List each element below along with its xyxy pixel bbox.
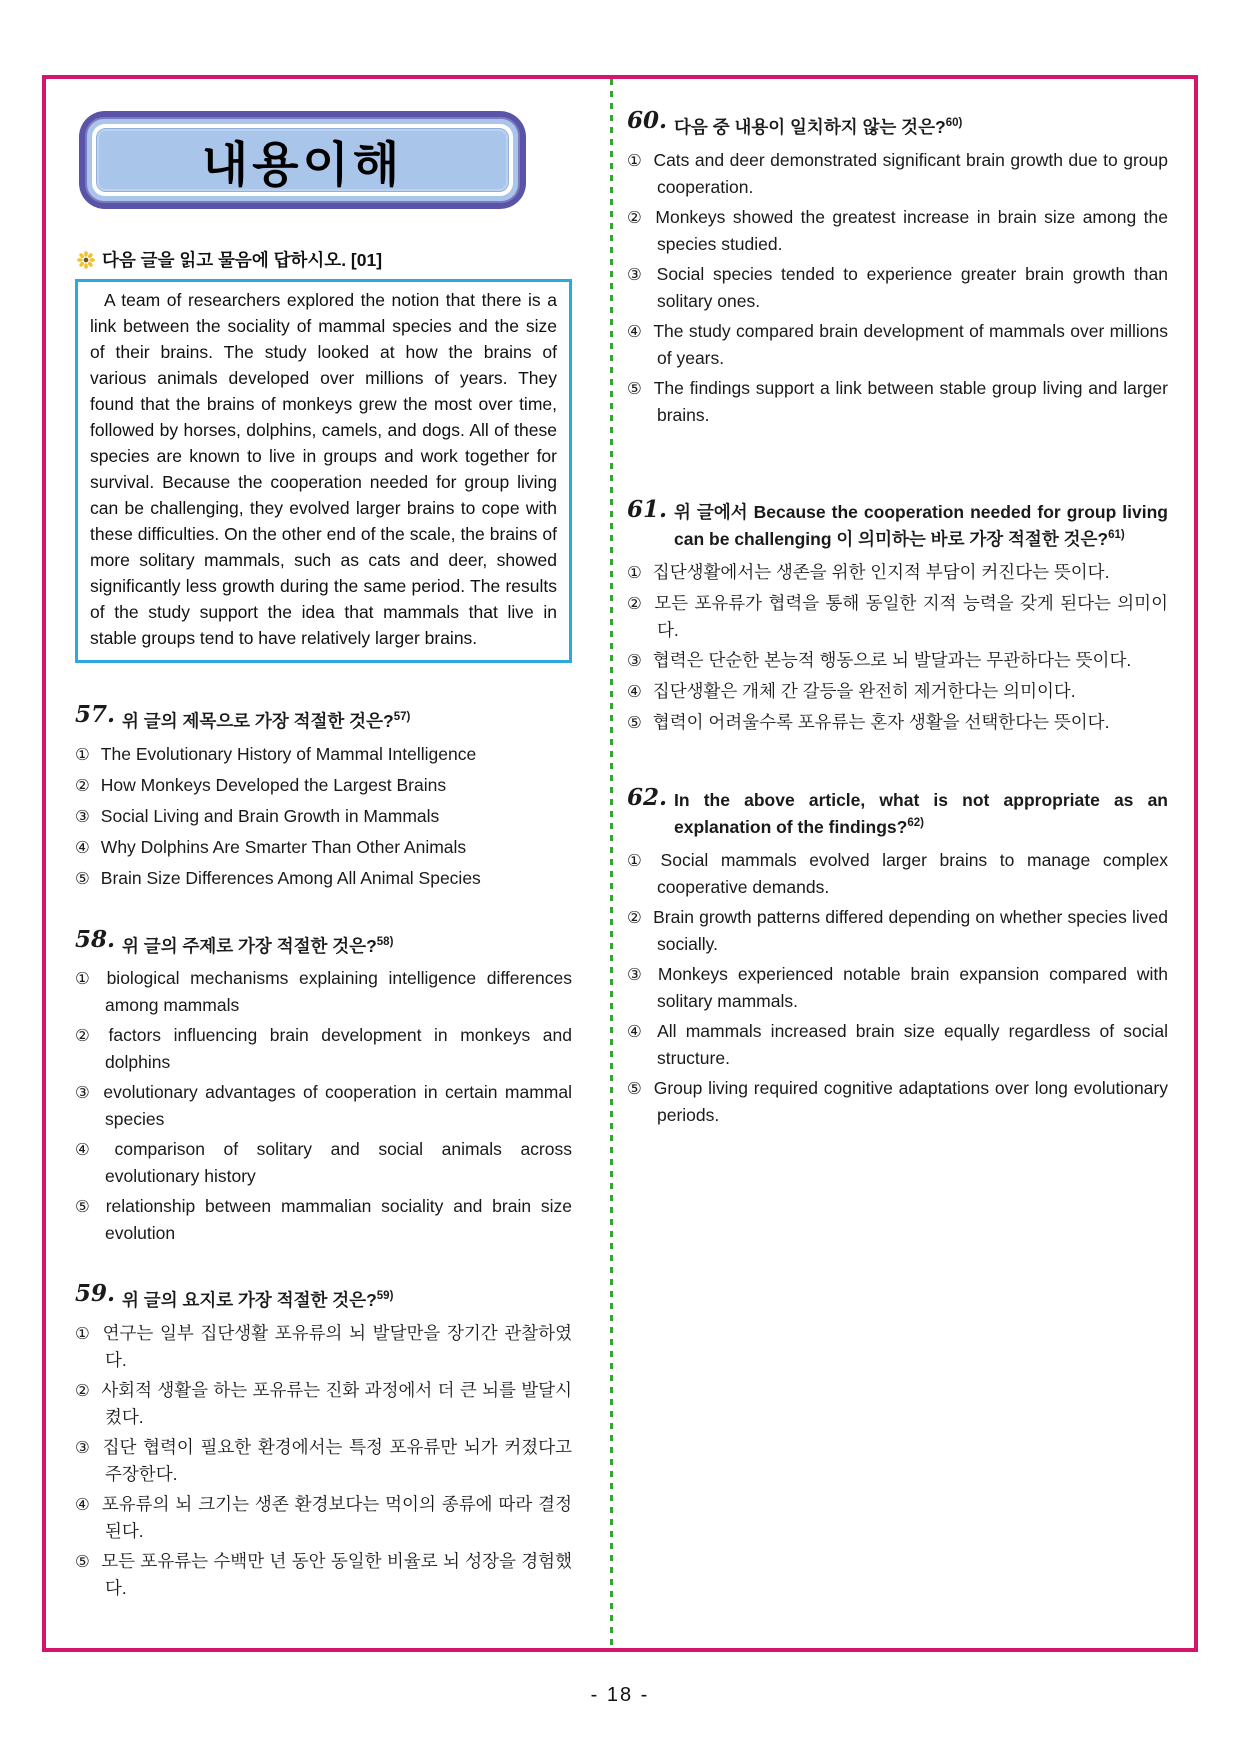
answer-option: [75, 965, 572, 1018]
question-stem-text: 위 글의 요지로 가장 적절한 것은?: [122, 1290, 377, 1310]
answer-option: [75, 1548, 572, 1601]
option-marker: ⑤: [75, 869, 90, 888]
section-title: 내용이해: [201, 138, 404, 192]
answer-option: [75, 741, 572, 768]
answer-option: [627, 961, 1168, 1014]
option-marker: ①: [75, 1324, 92, 1343]
question-stem: [674, 109, 1168, 140]
option-marker: ②: [627, 594, 644, 613]
answer-option: [75, 1320, 572, 1373]
answer-option: [75, 1491, 572, 1544]
footnote-ref: 60): [945, 117, 963, 129]
option-marker: ③: [627, 265, 646, 284]
answer-option: [627, 647, 1168, 674]
instruction-row: [77, 247, 572, 272]
footnote-ref: 59): [376, 1290, 394, 1302]
footnote-ref: 57): [393, 711, 411, 723]
option-text: 연구는 일부 집단생활 포유류의 뇌 발달만을 장기간 관찰하였다.: [102, 1322, 572, 1370]
question-number: 58.: [75, 925, 116, 953]
option-text: factors influencing brain development in monkeys and dolphins: [105, 1025, 573, 1072]
question-stem: [674, 786, 1168, 840]
question-57: [75, 703, 572, 892]
option-text: Monkeys experienced notable brain expansion compared with solitary mammals.: [657, 963, 1169, 1011]
answer-option: [75, 834, 572, 861]
question-stem: [122, 928, 572, 959]
answer-option: [75, 1079, 572, 1132]
answer-option: [627, 261, 1168, 314]
option-text: Monkeys showed the greatest increase in brain size among the species studied.: [655, 206, 1168, 254]
option-marker: ①: [75, 745, 90, 764]
option-marker: ④: [75, 1141, 104, 1159]
question-number: 57.: [75, 701, 116, 728]
option-text: The Evolutionary History of Mammal Intelligence: [100, 743, 477, 764]
option-marker: ④: [627, 1022, 647, 1041]
column-divider: [610, 79, 613, 1648]
option-marker: ③: [75, 1084, 93, 1102]
footnote-ref: 58): [376, 935, 394, 948]
option-marker: ③: [75, 1438, 92, 1457]
option-text: comparison of solitary and social animals across evolutionary history: [105, 1139, 572, 1186]
option-text: 모든 포유류는 수백만 년 동안 동일한 비율로 뇌 성장을 경험했다.: [101, 1550, 572, 1598]
option-marker: ②: [75, 1381, 91, 1400]
option-text: All mammals increased brain size equally regardless of social structure.: [657, 1020, 1169, 1068]
answer-option: [627, 147, 1168, 200]
question-61: [627, 495, 1168, 736]
answer-option: [75, 1022, 572, 1075]
answer-option: [627, 678, 1168, 705]
option-text: 집단생활은 개체 간 갈등을 완전히 제거한다는 의미이다.: [652, 680, 1076, 701]
option-marker: ①: [75, 970, 96, 988]
instruction-text: 다음 글을 읽고 물음에 답하시오. [01]: [102, 250, 383, 270]
option-text: Social species tended to experience greater brain growth than solitary ones.: [656, 263, 1168, 311]
question-stem: [122, 1282, 572, 1313]
question-stem-text: 다음 중 내용이 일치하지 않는 것은?: [674, 117, 946, 137]
answer-option: [75, 1136, 572, 1189]
option-marker: ④: [75, 1495, 91, 1514]
question-stem-text: In the above article, what is not appropriate as an explanation of the findings?: [674, 789, 1168, 837]
passage-text: A team of researchers explored the notion that there is a link between the sociality of mammal species and the size of their brains. The study looked at how the brains of various animals developed over millions of years. They found that the brains of monkeys grew the most over time, followed by horses, dolphins, camels, and dogs. All of these species are known to live in groups and work together for survival. Because the cooperation needed for group living can be challenging, they evolved larger brains to cope with these difficulties. On the other end of the scale, the brains of more solitary mammals, such as cats and deer, showed significantly less growth during the same period. The results of the study support the idea that mammals that live in stable groups tend to have relatively larger brains.: [90, 290, 557, 648]
question-stem-text: 위 글에서 Because the cooperation needed for group living can be challenging 이 의미하는 바로 가장 적절한 것은?: [674, 501, 1168, 549]
question-stem: [122, 703, 572, 734]
option-marker: ③: [75, 807, 90, 826]
option-text: 집단생활에서는 생존을 위한 인지적 부담이 커진다는 뜻이다.: [652, 561, 1110, 582]
answer-option: [75, 865, 572, 892]
option-marker: ③: [627, 651, 642, 670]
question-number: 61.: [627, 495, 668, 523]
answer-option: [627, 1075, 1168, 1128]
right-column: [627, 109, 1168, 1648]
option-text: relationship between mammalian sociality and brain size evolution: [105, 1196, 572, 1243]
question-stem-text: 위 글의 제목으로 가장 적절한 것은?: [122, 711, 394, 731]
option-marker: ②: [75, 776, 90, 795]
page-border: [42, 75, 1198, 1652]
answer-option: [627, 318, 1168, 371]
answer-option: [75, 772, 572, 799]
option-text: 포유류의 뇌 크기는 생존 환경보다는 먹이의 종류에 따라 결정된다.: [101, 1493, 572, 1541]
option-text: 사회적 생활을 하는 포유류는 진화 과정에서 더 큰 뇌를 발달시켰다.: [101, 1379, 572, 1427]
question-59: [75, 1282, 572, 1601]
option-text: Social mammals evolved larger brains to manage complex cooperative demands.: [657, 849, 1168, 897]
option-text: Cats and deer demonstrated significant brain growth due to group cooperation.: [653, 149, 1168, 197]
option-text: How Monkeys Developed the Largest Brains: [100, 774, 447, 795]
answer-option: [627, 559, 1168, 586]
question-60: [627, 109, 1168, 428]
option-text: biological mechanisms explaining intelligence differences among mammals: [105, 968, 572, 1015]
question-58: [75, 925, 573, 1247]
option-text: Why Dolphins Are Smarter Than Other Animals: [100, 836, 467, 857]
option-marker: ④: [75, 838, 90, 857]
answer-option: [75, 803, 572, 830]
flower-icon: [77, 251, 95, 269]
option-text: The study compared brain development of mammals over millions of years.: [653, 320, 1169, 368]
option-text: 집단 협력이 필요한 환경에서는 특정 포유류만 뇌가 커졌다고 주장한다.: [102, 1436, 572, 1484]
option-marker: ④: [627, 682, 642, 701]
answer-option: [627, 709, 1168, 736]
option-marker: ①: [627, 151, 643, 170]
question-number: 59.: [75, 1280, 116, 1307]
option-marker: ②: [627, 208, 645, 227]
option-text: Brain growth patterns differed depending on whether species lived socially.: [653, 906, 1168, 954]
question-number: 60.: [627, 107, 668, 134]
answer-option: [75, 1193, 572, 1246]
page-number: - 18 -: [590, 1684, 650, 1706]
option-text: The findings support a link between stable group living and larger brains.: [653, 377, 1168, 425]
answer-option: [75, 1377, 572, 1430]
answer-option: [627, 204, 1168, 257]
passage-box: [75, 279, 572, 663]
option-marker: ⑤: [627, 1079, 643, 1098]
option-text: 협력은 단순한 본능적 행동으로 뇌 발달과는 무관하다는 뜻이다.: [652, 649, 1132, 670]
option-text: 모든 포유류가 협력을 통해 동일한 지적 능력을 갖게 된다는 의미이다.: [654, 592, 1168, 640]
left-column: [75, 109, 572, 1648]
option-marker: ④: [627, 322, 643, 341]
option-text: Social Living and Brain Growth in Mammals: [100, 805, 440, 826]
option-text: Brain Size Differences Among All Animal Species: [100, 867, 481, 888]
question-stem-text: 위 글의 주제로 가장 적절한 것은?: [122, 935, 377, 956]
section-title-box: [79, 111, 526, 209]
two-column-layout: [46, 79, 1194, 1648]
option-marker: ①: [627, 851, 650, 870]
option-marker: ②: [627, 908, 643, 927]
option-text: Group living required cognitive adaptations over long evolutionary periods.: [653, 1077, 1168, 1125]
option-marker: ⑤: [75, 1552, 91, 1571]
footnote-ref: 61): [1108, 529, 1125, 541]
answer-option: [627, 904, 1168, 957]
option-marker: ③: [627, 965, 647, 984]
answer-option: [75, 1434, 572, 1487]
option-marker: ⑤: [627, 379, 643, 398]
option-marker: ⑤: [627, 713, 642, 732]
option-marker: ②: [75, 1027, 98, 1045]
answer-option: [627, 375, 1168, 428]
answer-option: [627, 590, 1168, 643]
question-62: [627, 783, 1169, 1128]
option-text: 협력이 어려울수록 포유류는 혼자 생활을 선택한다는 뜻이다.: [652, 711, 1110, 732]
answer-option: [627, 847, 1168, 900]
option-text: evolutionary advantages of cooperation in certain mammal species: [103, 1082, 573, 1129]
footnote-ref: 62): [907, 817, 924, 829]
question-stem: [674, 498, 1168, 552]
answer-option: [627, 1018, 1168, 1071]
question-number: 62.: [627, 783, 668, 811]
option-marker: ①: [627, 563, 642, 582]
option-marker: ⑤: [75, 1198, 95, 1216]
